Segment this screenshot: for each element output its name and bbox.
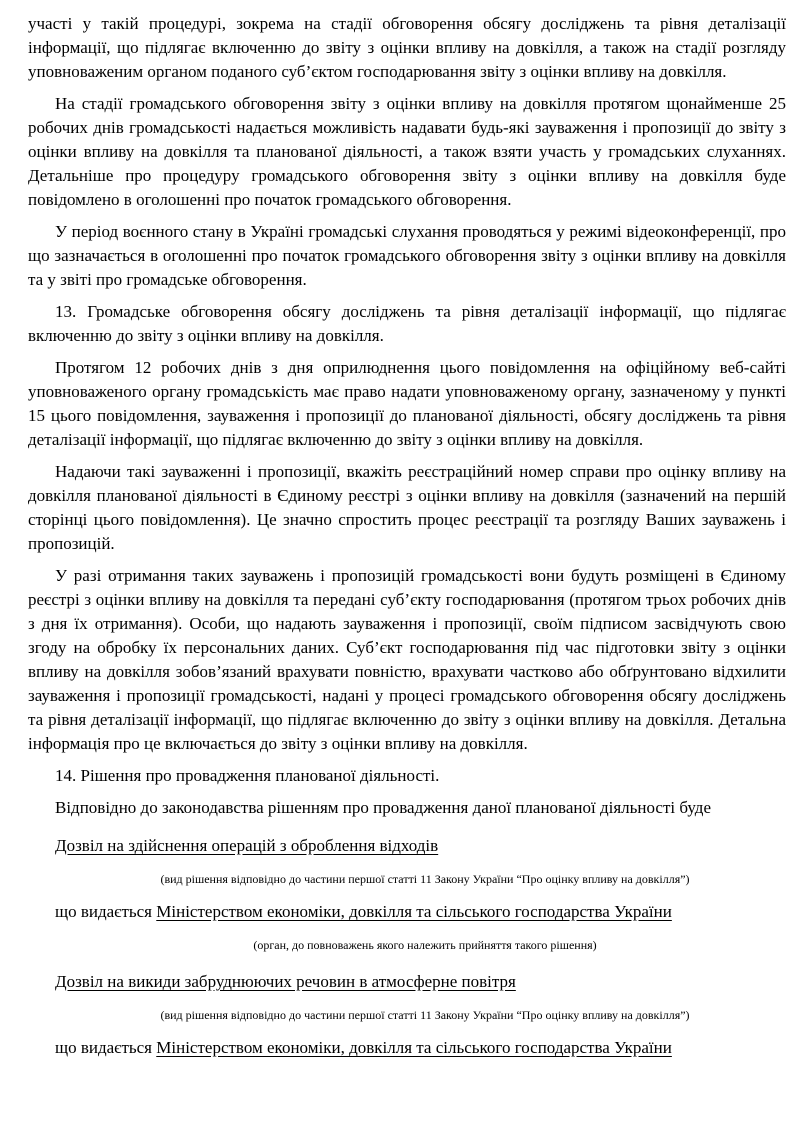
paragraph-12-working-days: Протягом 12 робочих днів з дня оприлюднення цього повідомлення на офіційному веб-сайті уповноваженого органу громадськість має право надати уповноваженому органу, зазначеному у пункті 15 цього повідомлення, зауваження і пропозиції до планованої діяльності, обсягу досліджень та рівня деталізації інформації, що підлягає включенню до звіту з оцінки впливу на довкілля.: [28, 358, 786, 449]
decision-title: [28, 970, 786, 994]
issuing-authority-name: Міністерством економіки, довкілля та сільського господарства України: [156, 1038, 672, 1057]
issuing-authority-line: [28, 900, 786, 924]
decision-intro: Відповідно до законодавства рішенням про провадження даної планованої діяльності буде: [55, 798, 712, 817]
decision-block-air-emissions: [28, 970, 786, 1060]
decision-organ-note: (орган, до повноважень якого належить прийняття такого рішення): [253, 938, 597, 952]
decision-title-text: Дозвіл на здійснення операцій з оброблення відходів: [55, 836, 439, 855]
paragraph-registration-number: Надаючи такі зауваженні і пропозиції, вкажіть реєстраційний номер справи про оцінку впливу на довкілля планованої діяльності в Єдиному реєстрі з оцінки впливу на довкілля (зазначений на першій сторінці цього повідомлення). Це значно спростить процес реєстрації та розгляду Ваших зауважень і пропозицій.: [28, 462, 786, 553]
issued-by-prefix: що видається: [55, 902, 157, 921]
issuing-authority-line: [28, 1036, 786, 1060]
decision-block-waste-treatment: [28, 834, 786, 952]
issuing-authority-name: Міністерством економіки, довкілля та сільського господарства України: [156, 902, 672, 921]
decision-title: [28, 834, 786, 858]
decision-title-text: Дозвіл на викиди забруднюючих речовин в атмосферне повітря: [55, 972, 516, 991]
paragraph-martial-law: У період воєнного стану в Україні громадські слухання проводяться у режимі відеоконференції, про що зазначається в оголошенні про початок громадського обговорення звіту з оцінки впливу на довкілля та у звіті про громадське обговорення.: [28, 222, 786, 289]
paragraph-continuation: участі у такій процедурі, зокрема на стадії обговорення обсягу досліджень та рівня деталізації інформації, що підлягає включенню до звіту з оцінки впливу на довкілля, а також на стадії розгляду уповноваженим органом поданого суб’єктом господарювання звіту з оцінки впливу на довкілля.: [28, 14, 786, 81]
paragraph-public-discussion: На стадії громадського обговорення звіту з оцінки впливу на довкілля протягом щонайменше 25 робочих днів громадськості надається можливість надавати будь-які зауваження і пропозиції до звіту з оцінки впливу на довкілля та планованої діяльності, а також взяти участь у громадських слуханнях. Детальніше про процедуру громадського обговорення звіту з оцінки впливу на довкілля буде повідомлено в оголошенні про початок громадського обговорення.: [28, 94, 786, 209]
section-14-heading: 14. Рішення про провадження планованої діяльності.: [55, 766, 440, 785]
decision-kind-note: (вид рішення відповідно до частини першої статті 11 Закону України “Про оцінку впливу на довкілля”): [160, 1008, 690, 1022]
issued-by-prefix: що видається: [55, 1038, 157, 1057]
decision-kind-note: (вид рішення відповідно до частини першої статті 11 Закону України “Про оцінку впливу на довкілля”): [160, 872, 690, 886]
paragraph-comments-handling: У разі отримання таких зауважень і пропозицій громадськості вони будуть розміщені в Єдиному реєстрі з оцінки впливу на довкілля та передані суб’єкту господарювання (протягом трьох робочих днів з дня їх отримання). Особи, що надають зауваження і пропозиції, своїм підписом засвідчують свою згоду на обробку їх персональних даних. Суб’єкт господарювання під час підготовки звіту з оцінки впливу на довкілля зобов’язаний врахувати повністю, врахувати частково або обґрунтовано відхилити зауваження і пропозиції громадськості, надані у процесі громадського обговорення обсягу досліджень та рівня деталізації інформації, що підлягає включенню до звіту з оцінки впливу на довкілля. Детальна інформація про це включається до звіту з оцінки впливу на довкілля.: [28, 566, 786, 753]
section-13-heading: 13. Громадське обговорення обсягу досліджень та рівня деталізації інформації, що підлягає включенню до звіту з оцінки впливу на довкілля.: [28, 302, 786, 345]
